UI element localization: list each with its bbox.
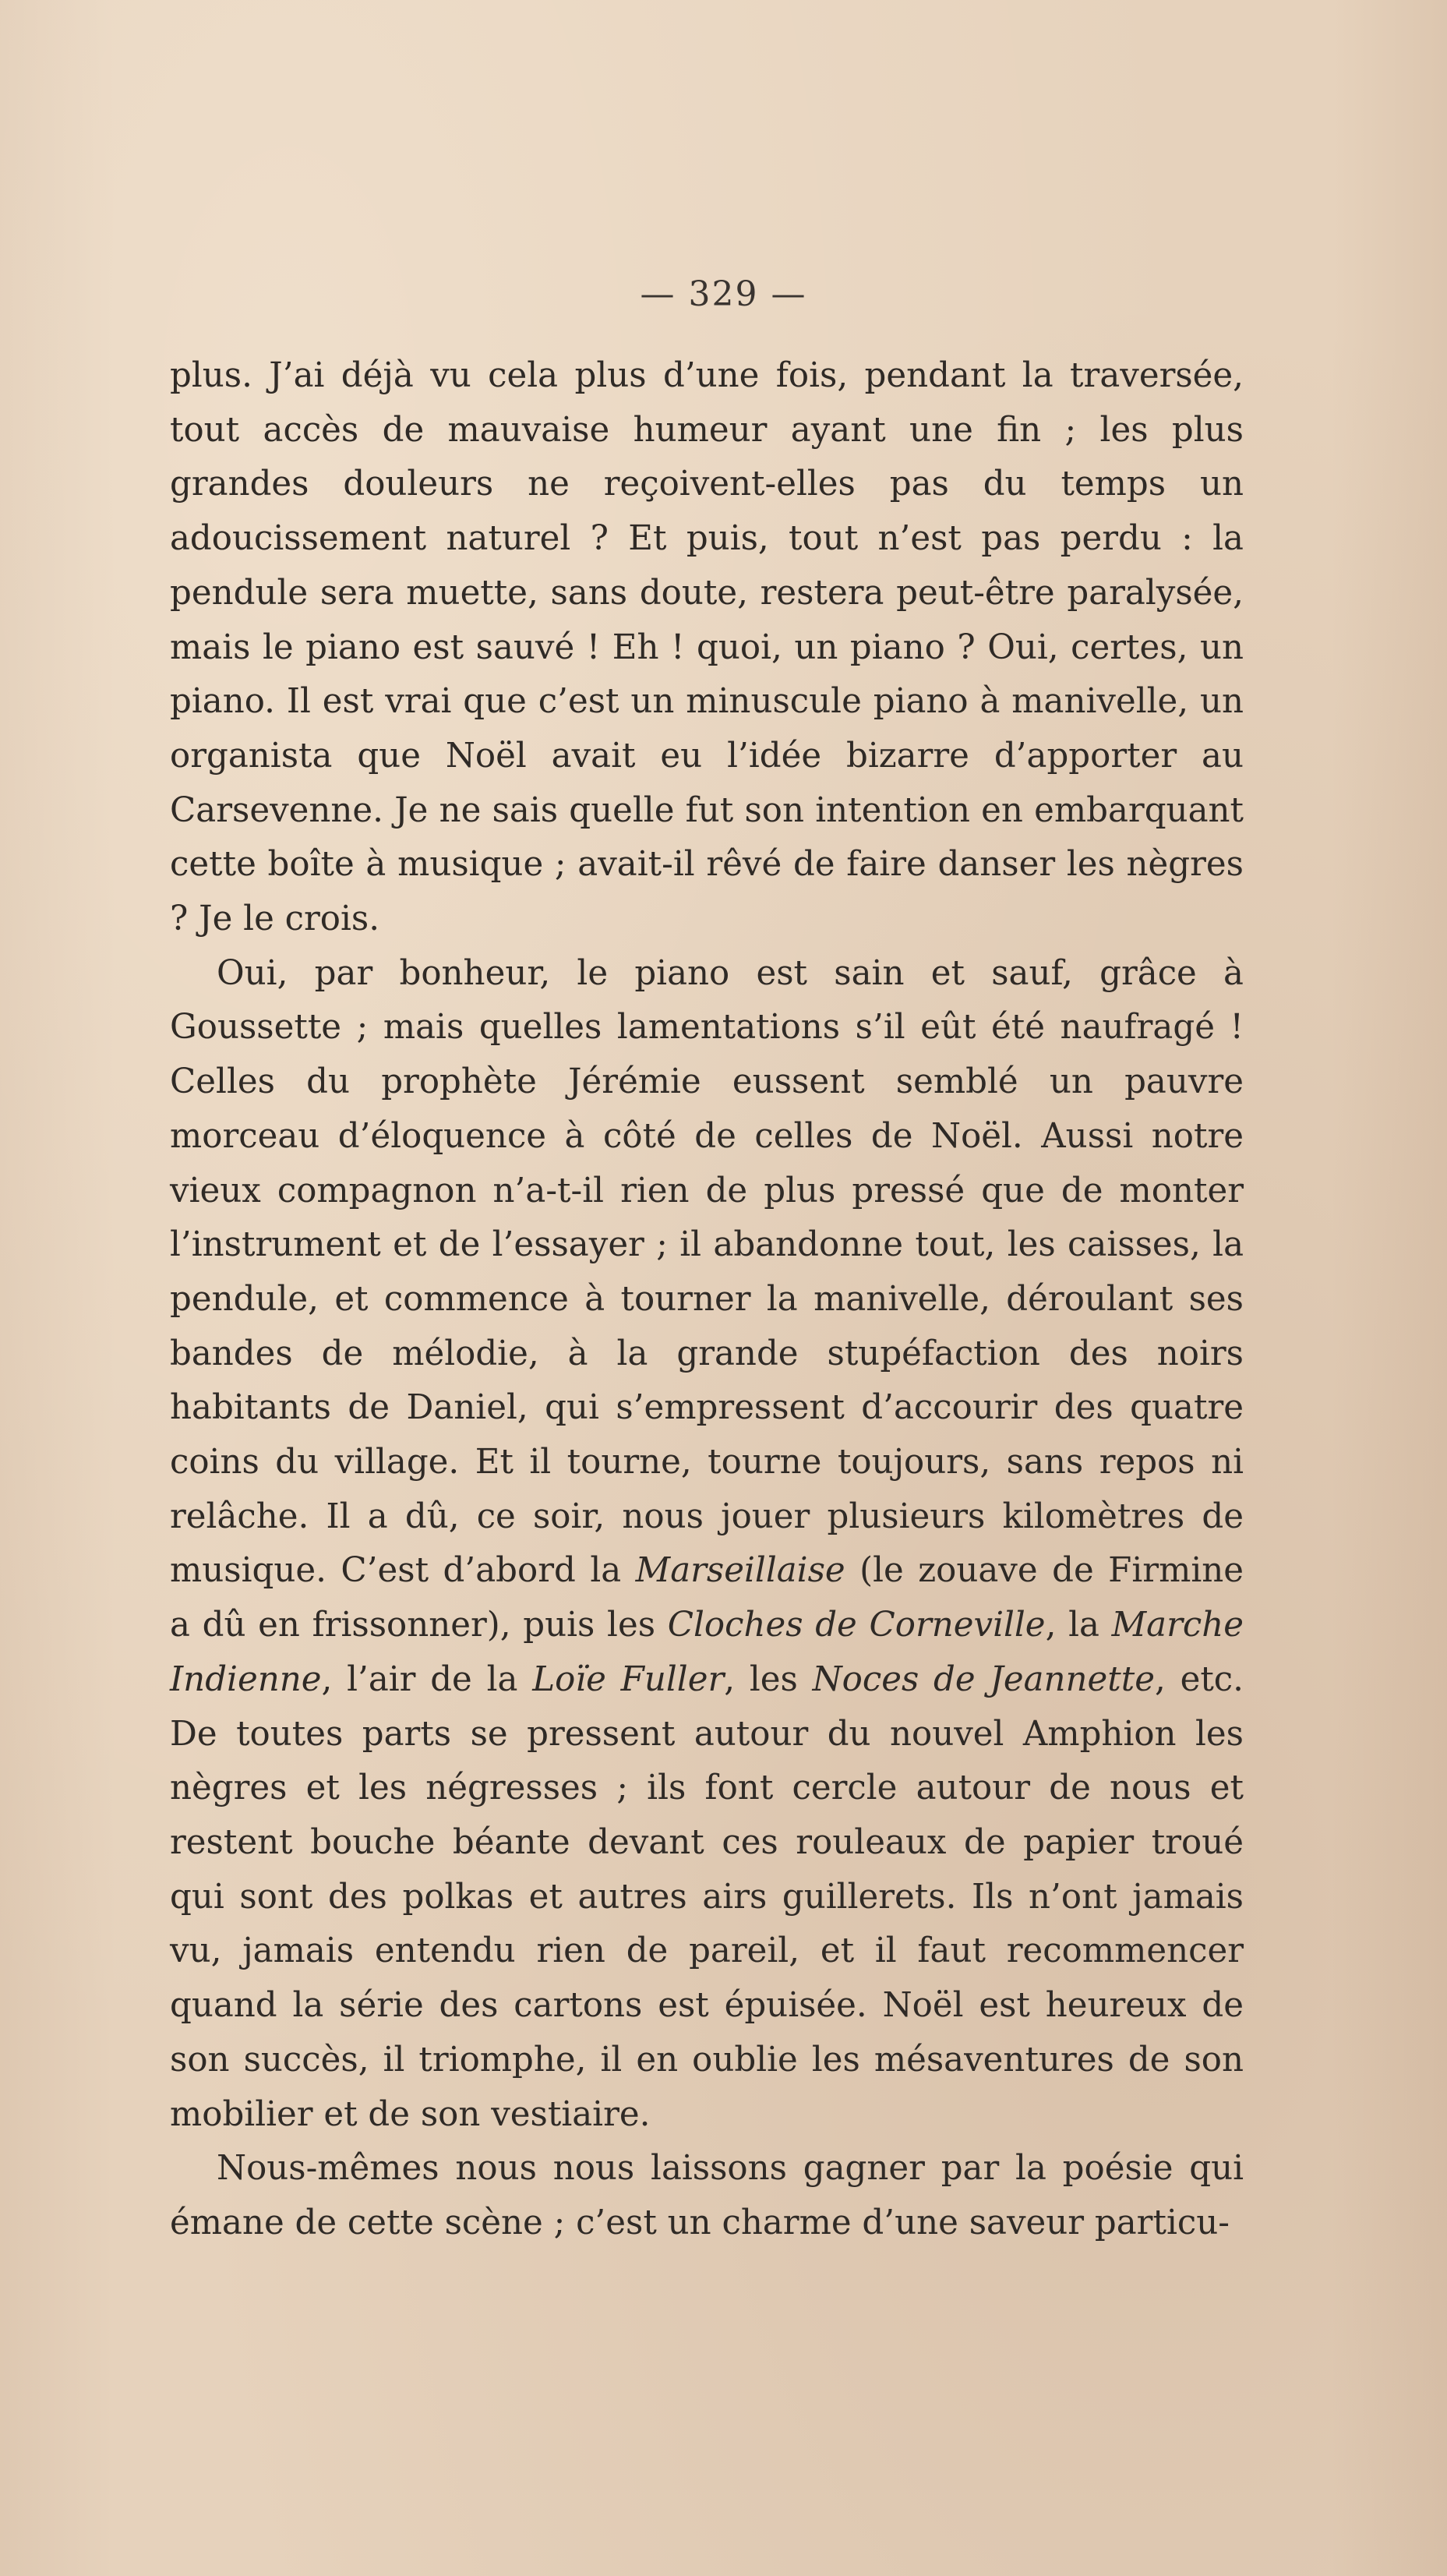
title-noces-de-jeannette: Noces de Jeannette bbox=[812, 1659, 1155, 1699]
body-text bbox=[170, 349, 1244, 2251]
paragraph-1-text: plus. J’ai déjà vu cela plus d’une fois, pendant la traversée, tout accès de mauvaise humeur ayant une fin ; les plus grandes douleurs ne reçoivent-elles pas du temps un adoucissement naturel ? Et puis, tout n’est pas perdu : la pendule sera muette, sans doute, restera peut-être paralysée, mais le piano est sauvé ! Eh ! quoi, un piano ? Oui, certes, un piano. Il est vrai que c’est un minuscule piano à manivelle, un organista que Noël avait eu l’idée bizarre d’apporter au Carsevenne. Je ne sais quelle fut son intention en embarquant cette boîte à musique ; avait-il rêvé de faire danser les nègres ? Je le crois. bbox=[170, 356, 1244, 939]
paragraph-2-text: , la bbox=[1045, 1606, 1112, 1645]
paragraph-2-text: , l’air de la bbox=[321, 1659, 533, 1699]
paragraph-2 bbox=[170, 947, 1244, 2142]
page-number: — 329 — bbox=[640, 274, 807, 314]
title-marseillaise: Marseillaise bbox=[635, 1551, 845, 1591]
paragraph-2-text: Oui, par bonheur, le piano est sain et sauf, grâce à Goussette ; mais quelles lamentations s’il eût été naufragé ! Celles du prophète Jérémie eussent semblé un pauvre morceau d’éloquence à côté de celles de Noël. Aussi notre vieux compagnon n’a-t-il rien de plus pressé que de monter l’instrument et de l’essayer ; il abandonne tout, les caisses, la pendule, et commence à tourner la manivelle, déroulant ses bandes de mélodie, à la grande stupéfaction des noirs habitants de Daniel, qui s’empressent d’accourir des quatre coins du village. Et il tourne, tourne toujours, sans repos ni relâche. Il a dû, ce soir, nous jouer plusieurs kilomètres de musique. C’est d’abord la bbox=[170, 953, 1244, 1591]
paragraph-2-text: , les bbox=[724, 1659, 813, 1699]
paragraph-3 bbox=[170, 2142, 1244, 2250]
title-cloches-de-corneville: Cloches de Corneville bbox=[667, 1606, 1046, 1645]
paragraph-2-text: , etc. De toutes parts se pressent autour du nouvel Amphion les nègres et les négresses ; ils font cercle autour de nous et restent bouche béante devant ces rouleaux de papier troué qui sont des polkas et autres airs guillerets. Ils n’ont jamais vu, jamais entendu rien de pareil, et il faut recommencer quand la série des cartons est épuisée. Noël est heureux de son succès, il triomphe, il en oublie les mésaventures de son mobilier et de son vestiaire. bbox=[170, 1659, 1244, 2134]
paragraph-3-text: Nous-mêmes nous nous laissons gagner par la poésie qui émane de cette scène ; c’est un charme d’une saveur particu- bbox=[170, 2149, 1244, 2242]
paragraph-2-text: (le zouave de Firmine a dû en frissonner), puis les bbox=[170, 1551, 1244, 1645]
title-loie-fuller: Loïe Fuller bbox=[532, 1659, 725, 1699]
paragraph-1 bbox=[170, 349, 1244, 947]
title-marche-indienne: Marche Indienne bbox=[170, 1606, 1244, 1699]
